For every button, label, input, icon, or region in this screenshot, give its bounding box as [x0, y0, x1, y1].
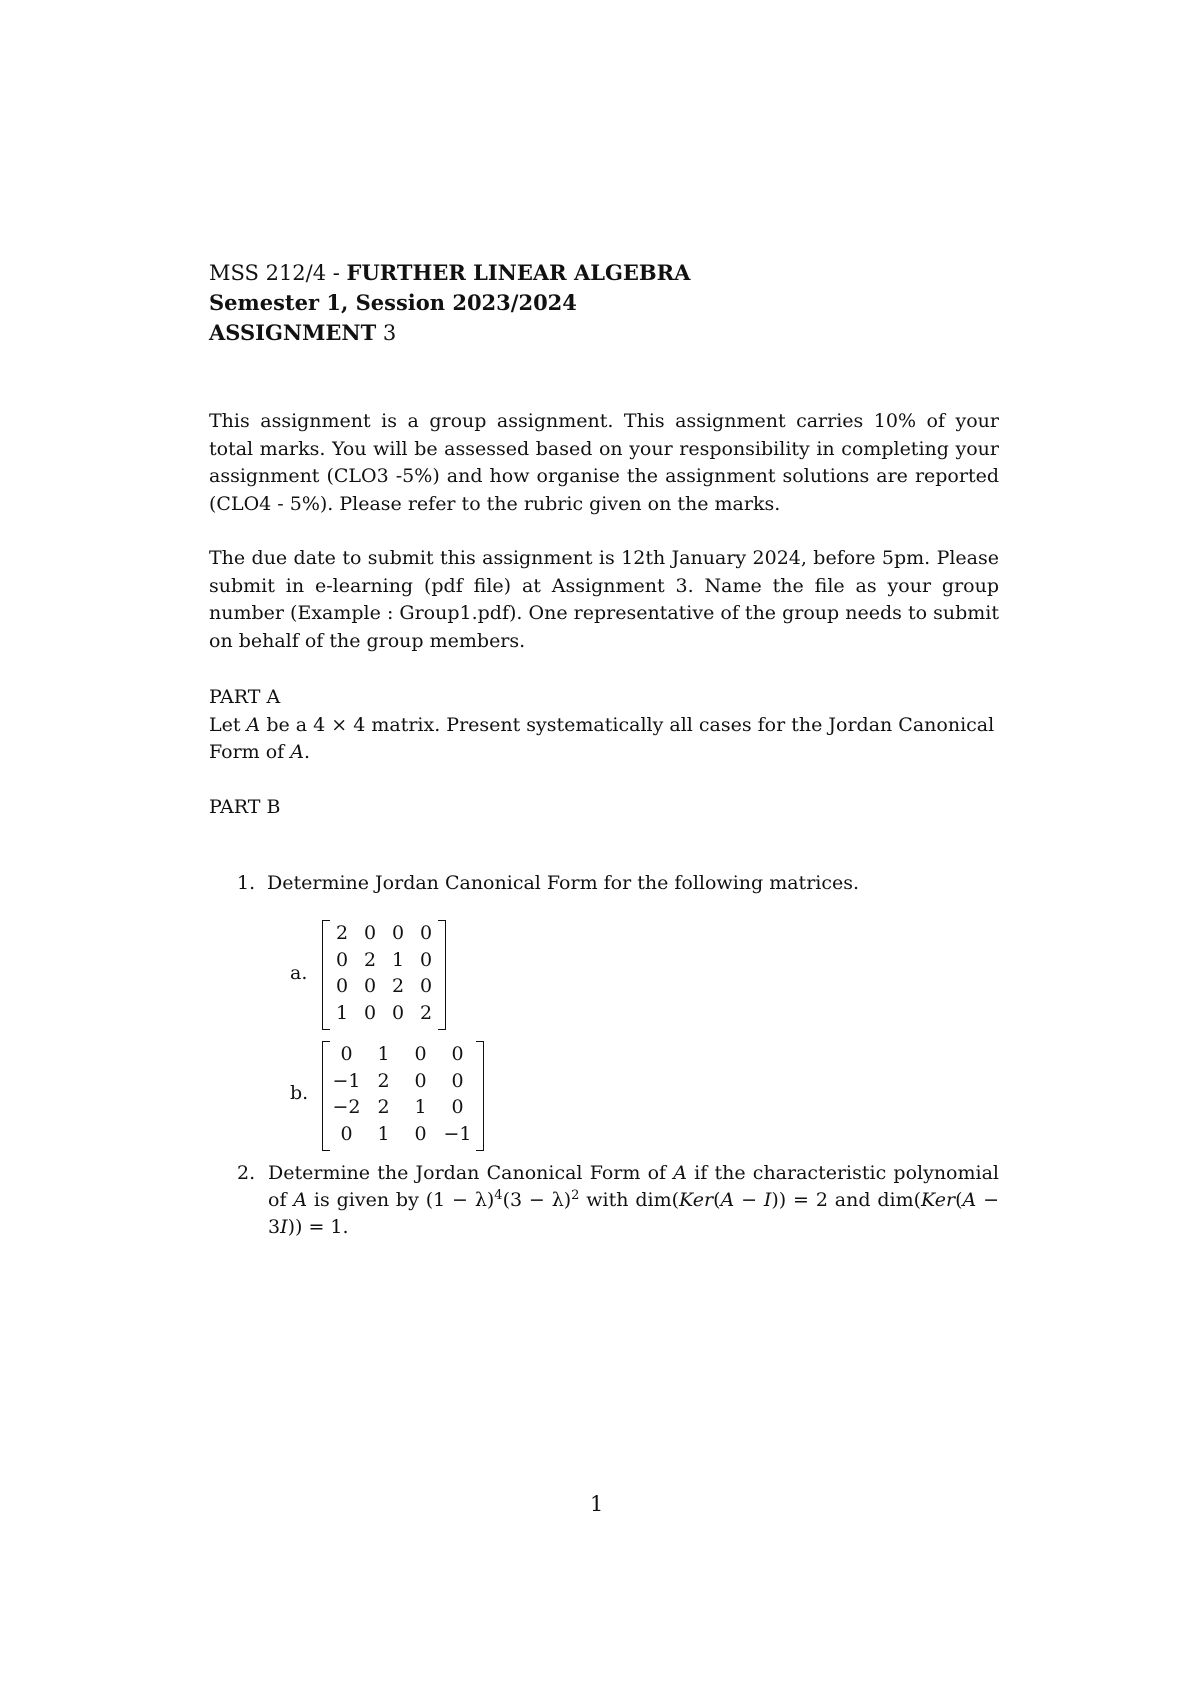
instructions-paragraph: This assignment is a group assignment. This assignment carries 10% of your total marks. You will be assessed based on your responsibility in completing your assignment (CLO3 -5%) and how organise the assignment solutions are reported (CLO4 - 5%). Please refer to the rubric given on the marks. — [209, 410, 999, 515]
matrix-cell: 2 — [363, 948, 377, 971]
assignment-line: ASSIGNMENT 3 — [209, 320, 397, 345]
course-title-line — [209, 258, 999, 288]
part-b-title: PART B — [209, 796, 281, 818]
matrix-cell: 0 — [414, 1069, 427, 1092]
matrix-cell: 2 — [391, 975, 405, 997]
matrix-b-label: b. — [290, 1082, 309, 1104]
matrix-cell: 0 — [335, 948, 349, 971]
matrix-cell: 0 — [363, 975, 377, 997]
question-text: Determine the Jordan Canonical Form of A if the characteristic polynomial of A is given by $(1 - \lambda)^4(3 - \lambda)^2$ with dim(Ker(A − I)) = 2 and dim(Ker(A − 3I)) = 1. — [268, 1162, 999, 1238]
part-a-section — [209, 684, 999, 767]
page-number: 1 — [590, 1492, 604, 1516]
due-date-paragraph: The due date to submit this assignment is 12th January 2024, before 5pm. Please submit in e-learning (pdf file) at Assignment 3. Name the file as your group number (Example : Group1.pdf). One representative of the group needs to submit on behalf of the group members. — [209, 547, 999, 652]
matrix-cell: 0 — [451, 1069, 464, 1092]
part-a-text: Let A be a 4 × 4 matrix. Present systematically all cases for the Jordan Canonical Form of A. — [209, 713, 995, 763]
matrix-cell: 2 — [419, 1001, 433, 1024]
matrix-cell: 2 — [377, 1069, 390, 1092]
matrix-cell: −1 — [332, 1069, 361, 1092]
course-title: FURTHER LINEAR ALGEBRA — [346, 260, 691, 285]
matrix-cell: 0 — [335, 975, 349, 997]
matrix-cell: 0 — [419, 975, 433, 997]
matrix-cell: −1 — [443, 1122, 472, 1145]
matrix-cell: 0 — [451, 1096, 464, 1118]
matrix-cell: 0 — [363, 922, 377, 944]
question-2 — [237, 1160, 999, 1238]
matrix-cell: 0 — [419, 948, 433, 971]
matrix-cell: 0 — [419, 922, 433, 944]
matrix-cell: 0 — [340, 1043, 353, 1065]
course-code: MSS 212/4 - — [209, 261, 347, 285]
matrix-cell: 0 — [363, 1001, 377, 1024]
matrix-cell: 1 — [414, 1096, 427, 1118]
matrix-cell: 0 — [340, 1122, 353, 1145]
matrix-b — [322, 1041, 484, 1151]
document-header — [209, 258, 999, 348]
semester-line: Semester 1, Session 2023/2024 — [209, 290, 577, 315]
matrix-cell: 2 — [377, 1096, 390, 1118]
matrix-cell: 1 — [335, 1001, 349, 1024]
matrix-cell: 0 — [414, 1043, 427, 1065]
right-bracket — [476, 1041, 484, 1151]
matrix-a-label: a. — [290, 962, 308, 984]
matrix-cell: −2 — [332, 1096, 361, 1118]
question-number: 2. — [237, 1162, 256, 1184]
matrix-cell: 1 — [377, 1122, 390, 1145]
part-a-title: PART A — [209, 686, 281, 708]
matrix-cell: 2 — [335, 922, 349, 944]
question-text: Determine Jordan Canonical Form for the following matrices. — [267, 872, 860, 894]
matrix-cell: 0 — [451, 1043, 464, 1065]
matrix-cell: 0 — [391, 1001, 405, 1024]
matrix-cell: 1 — [377, 1043, 390, 1065]
matrix-cell: 1 — [391, 948, 405, 971]
matrix-cell: 0 — [391, 922, 405, 944]
question-1 — [237, 870, 859, 897]
question-number: 1. — [237, 872, 256, 894]
matrix-cell: 0 — [414, 1122, 427, 1145]
matrix-a — [322, 920, 446, 1030]
